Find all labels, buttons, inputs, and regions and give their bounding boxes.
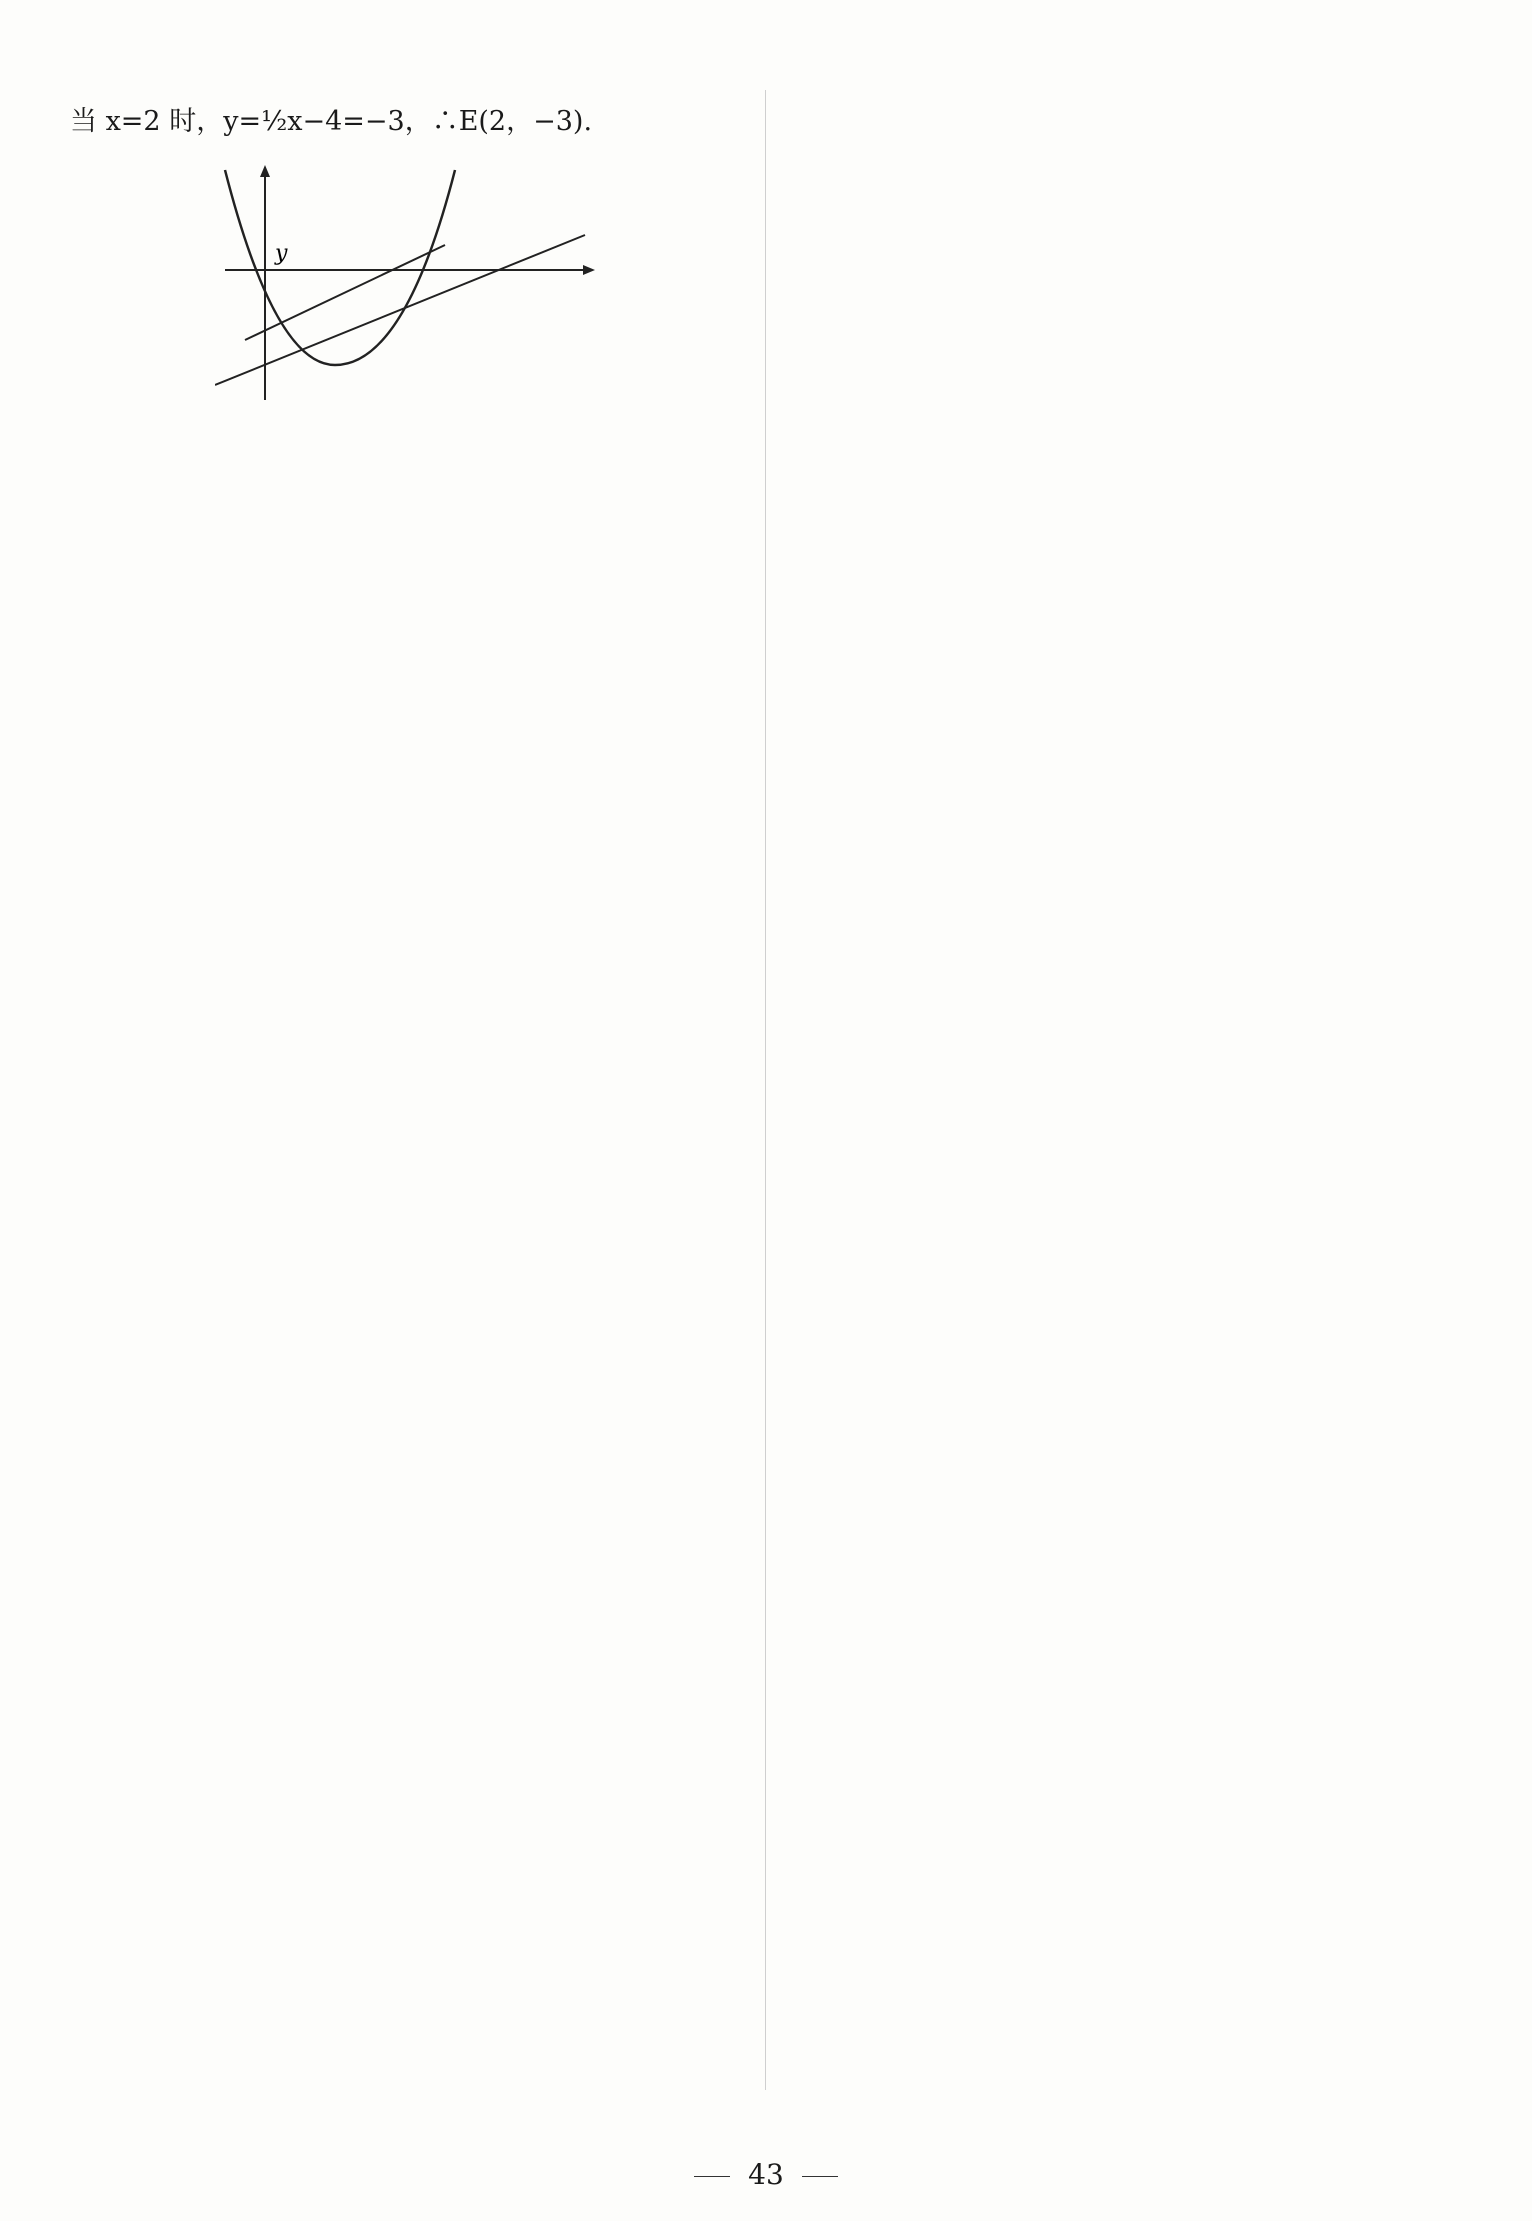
page-number: 43 <box>0 2158 1532 2191</box>
text-line: 当 x=2 时，y=½x−4=−3，∴E(2，−3). <box>70 106 593 137</box>
figure-1-parabola <box>215 165 600 410</box>
column-divider <box>765 90 766 2090</box>
fig1-label-y: y <box>275 241 288 266</box>
